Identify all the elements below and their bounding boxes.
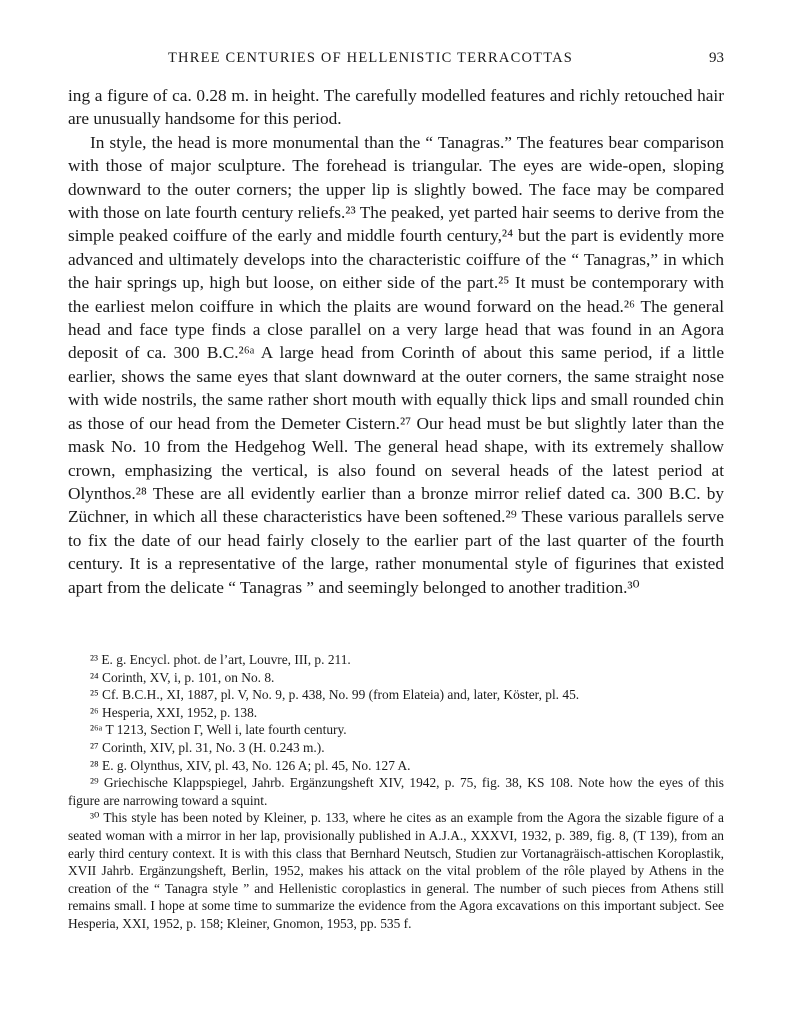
footnote: ²⁴ Corinth, XV, i, p. 101, on No. 8. <box>90 669 275 685</box>
footnote: ³⁰ This style has been noted by Kleiner, p. 133, where he cites as an example from the Agora the sizable figure of a seated woman with a mirror in her lap, provisionally published in A.J.A., XXXVI, 1932, p. 389, fig. 8, (T 139), from an early third century context. It is with this class that Bernhard Neutsch, Studien zur Vortanagräisch-attischen Koroplastik, XVII Jahrb. Ergänzungsheft, Berlin, 1952, makes his attack on the vital problem of the rôle played by Athens in the creation of the “ Tanagra style ” and Hellenistic coroplastics in general. The number of such pieces from Athens still remains small. I hope at some time to summarize the evidence from the Agora excavations on this important subject. See Hesperia, XXI, 1952, p. 158; Kleiner, Gnomon, 1953, pp. 535 f. <box>68 810 724 931</box>
body-text <box>68 84 724 599</box>
paragraph: In style, the head is more monumental than the “ Tanagras.” The features bear comparison with those of major sculpture. The forehead is triangular. The eyes are wide-open, sloping downward to the outer corners; the upper lip is slightly bowed. The face may be compared with those on late fourth century reliefs.²³ The peaked, yet parted hair seems to derive from the simple peaked coiffure of the early and middle fourth century,²⁴ but the part is evidently more advanced and ultimately develops into the characteristic coiffure of the “ Tanagras,” in which the hair springs up, high but loose, on either side of the part.²⁵ It must be contemporary with the earliest melon coiffure in which the plaits are wound forward on the head.²⁶ The general head and face type finds a close parallel on a very large head that was found in an Agora deposit of ca. 300 B.C.²⁶ᵃ A large head from Corinth of about this same period, if a little earlier, shows the same eyes that slant downward at the outer corners, the same straight nose with wide nostrils, the same rather short mouth with equally thick lips and small rounded chin as those of our head from the Demeter Cistern.²⁷ Our head must be but slightly later than the mask No. 10 from the Hedgehog Well. The general head shape, with its extremely shallow crown, emphasizing the vertical, is also found on several heads of the latest period at Olynthos.²⁸ These are all evidently earlier than a bronze mirror relief dated ca. 300 B.C. by Züchner, in which all these characteristics have been softened.²⁹ These various parallels serve to fix the date of our head fairly closely to the earlier part of the last quarter of the fourth century. It is a representative of the large, rather monumental style of figurines that existed apart from the delicate “ Tanagras ” and seemingly belonged to another tradition.³⁰ <box>68 132 724 597</box>
footnote: ²⁵ Cf. B.C.H., XI, 1887, pl. V, No. 9, p. 438, No. 99 (from Elateia) and, later, Köster, pl. 45. <box>90 687 580 703</box>
footnotes <box>68 651 724 933</box>
page-header <box>68 50 724 70</box>
footnote: ²⁶ Hesperia, XXI, 1952, p. 138. <box>90 704 258 720</box>
footnote: ²⁹ Griechische Klappspiegel, Jahrb. Ergänzungsheft XIV, 1942, p. 75, fig. 38, KS 108. Note how the eyes of this figure are narrowing toward a squint. <box>68 775 724 808</box>
page-number: 93 <box>709 50 724 66</box>
running-title: THREE CENTURIES OF HELLENISTIC TERRACOTTAS <box>168 50 574 66</box>
paragraph: ing a figure of ca. 0.28 m. in height. The carefully modelled features and richly retouched hair are unusually handsome for this period. <box>68 86 724 129</box>
footnote: ²⁶ᵃ T 1213, Section Γ, Well i, late fourth century. <box>90 722 347 738</box>
footnote: ²³ E. g. Encycl. phot. de l’art, Louvre, III, p. 211. <box>90 652 351 667</box>
footnote: ²⁷ Corinth, XIV, pl. 31, No. 3 (H. 0.243 m.). <box>90 739 325 755</box>
footnote: ²⁸ E. g. Olynthus, XIV, pl. 43, No. 126 A; pl. 45, No. 127 A. <box>90 757 411 773</box>
